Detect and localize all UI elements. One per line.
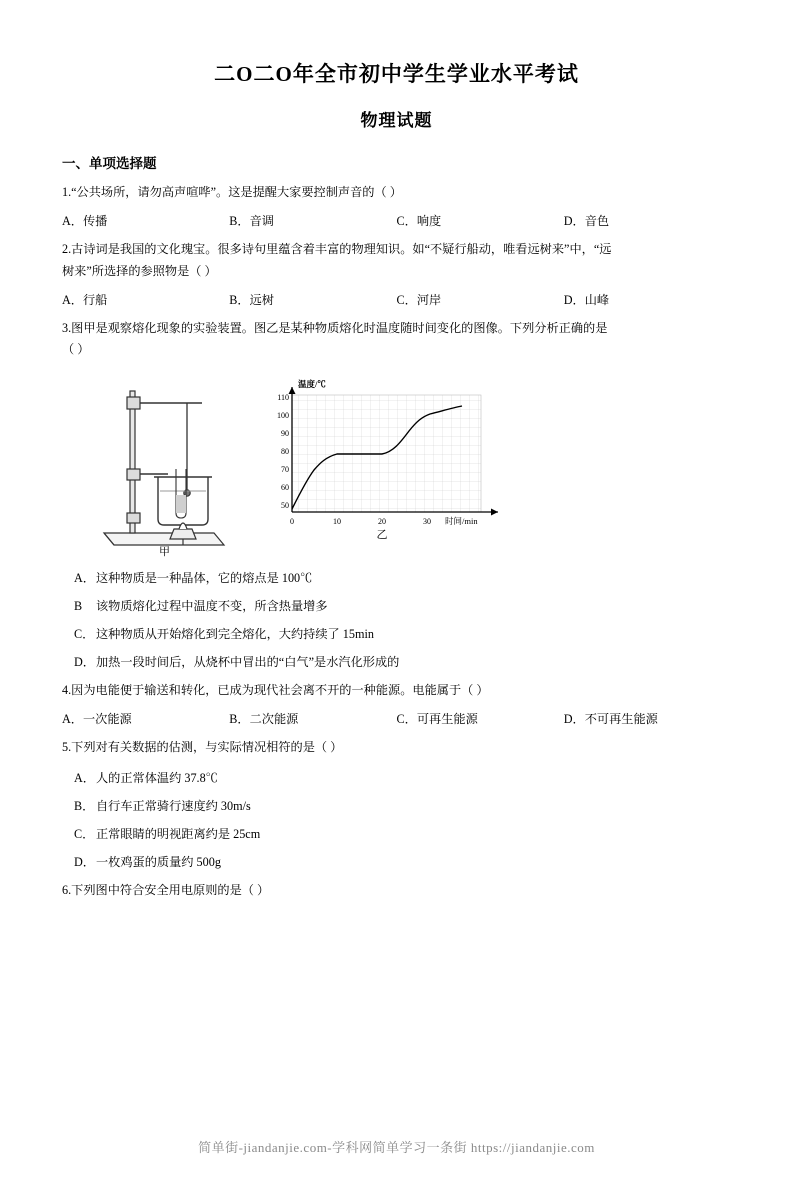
question-6-text: 6.下列图中符合安全用电原则的是（ ） [62, 883, 270, 898]
option-label: D． [74, 654, 95, 669]
option-label: A． [74, 570, 95, 585]
chart-x-title: 时间/min [445, 515, 478, 526]
question-3-figure [62, 373, 731, 558]
page-subtitle: 物理试题 [360, 111, 433, 130]
svg-text:80: 80 [281, 446, 289, 456]
apparatus-diagram [84, 373, 244, 558]
svg-text:0: 0 [290, 516, 294, 526]
question-4-text: 4.因为电能便于输送和转化，已成为现代社会离不开的一种能源。电能属于（ ） [62, 682, 489, 697]
option-a[interactable]: A．一次能源 [62, 712, 132, 727]
question-3-text-cont: （ ） [62, 342, 90, 357]
option-text: 加热一段时间后，从烧杯中冒出的“白气”是水汽化形成的 [96, 654, 400, 669]
option-c[interactable]: C．可再生能源 [396, 712, 478, 727]
question-3-option-a[interactable] [62, 569, 731, 586]
option-d[interactable]: D．不可再生能源 [563, 712, 658, 727]
svg-text:20: 20 [378, 516, 386, 526]
option-label: B． [74, 799, 95, 814]
svg-text:30: 30 [423, 516, 431, 526]
option-d[interactable]: D．音色 [563, 214, 610, 229]
svg-text:10: 10 [333, 516, 341, 526]
question-5-option-b[interactable] [62, 797, 731, 814]
melting-curve-chart [262, 373, 517, 558]
page-title: 二O二O年全市初中学生学业水平考试 [214, 62, 579, 86]
question-2-options [62, 291, 731, 308]
chart-label: 乙 [376, 528, 388, 541]
question-2-text: 2.古诗词是我国的文化瑰宝。很多诗句里蕴含着丰富的物理知识。如“不疑行船动，唯看远树来”中，“远 [62, 242, 612, 257]
question-2-text-cont: 树来”所选择的参照物是（ ） [62, 263, 217, 278]
option-b[interactable]: B．音调 [229, 214, 274, 229]
option-a[interactable]: A．行船 [62, 293, 108, 308]
option-text: 这种物质从开始熔化到完全熔化，大约持续了 15min [96, 626, 374, 641]
question-1-options [62, 212, 731, 229]
option-text: 这种物质是一种晶体，它的熔点是 100℃ [96, 570, 313, 585]
chart-y-title: 温度/℃ [298, 378, 326, 389]
question-3-option-c[interactable] [62, 625, 731, 642]
option-text: 一枚鸡蛋的质量约 500g [96, 855, 221, 870]
question-1-text: 1.“公共场所，请勿高声喧哗”。这是提醒大家要控制声音的（ ） [62, 185, 402, 199]
option-d[interactable]: D．山峰 [563, 293, 610, 308]
option-text: 自行车正常骑行速度约 30m/s [96, 799, 251, 814]
option-text: 正常眼睛的明视距离约是 25cm [96, 827, 261, 842]
option-text: 人的正常体温约 37.8℃ [96, 771, 218, 786]
option-label: A． [74, 771, 95, 786]
svg-text:50: 50 [281, 500, 289, 510]
question-5-option-a[interactable] [62, 769, 731, 786]
option-text: 该物质熔化过程中温度不变，所含热量增多 [96, 598, 328, 613]
option-b[interactable]: B．远树 [229, 293, 274, 308]
apparatus-label: 甲 [159, 545, 170, 558]
footer-watermark: 简单街-jiandanjie.com-学科网简单学习一条街 https://jiandanjie.com [198, 1140, 595, 1155]
option-c[interactable]: C．响度 [396, 214, 442, 229]
option-label: C． [74, 626, 95, 641]
question-5-text: 5.下列对有关数据的估测，与实际情况相符的是（ ） [62, 740, 343, 755]
document-page [0, 58, 793, 1180]
question-3-option-b[interactable] [62, 597, 731, 614]
question-3-text: 3.图甲是观察熔化现象的实验装置。图乙是某种物质熔化时温度随时间变化的图像。下列分析正确的是 [62, 321, 608, 336]
option-b[interactable]: B．二次能源 [229, 712, 299, 727]
option-label: B [74, 598, 83, 613]
svg-text:70: 70 [281, 464, 289, 474]
option-c[interactable]: C．河岸 [396, 293, 442, 308]
option-a[interactable]: A．传播 [62, 214, 108, 229]
question-5-option-c[interactable] [62, 825, 731, 842]
svg-text:60: 60 [281, 482, 289, 492]
svg-text:90: 90 [281, 428, 289, 438]
svg-text:110: 110 [277, 392, 289, 402]
question-4-options [62, 710, 731, 727]
section-heading: 一、单项选择题 [62, 156, 157, 171]
question-5-option-d[interactable] [62, 853, 731, 870]
option-label: C． [74, 827, 95, 842]
svg-text:100: 100 [277, 410, 289, 420]
question-3-option-d[interactable] [62, 653, 731, 670]
option-label: D． [74, 855, 95, 870]
